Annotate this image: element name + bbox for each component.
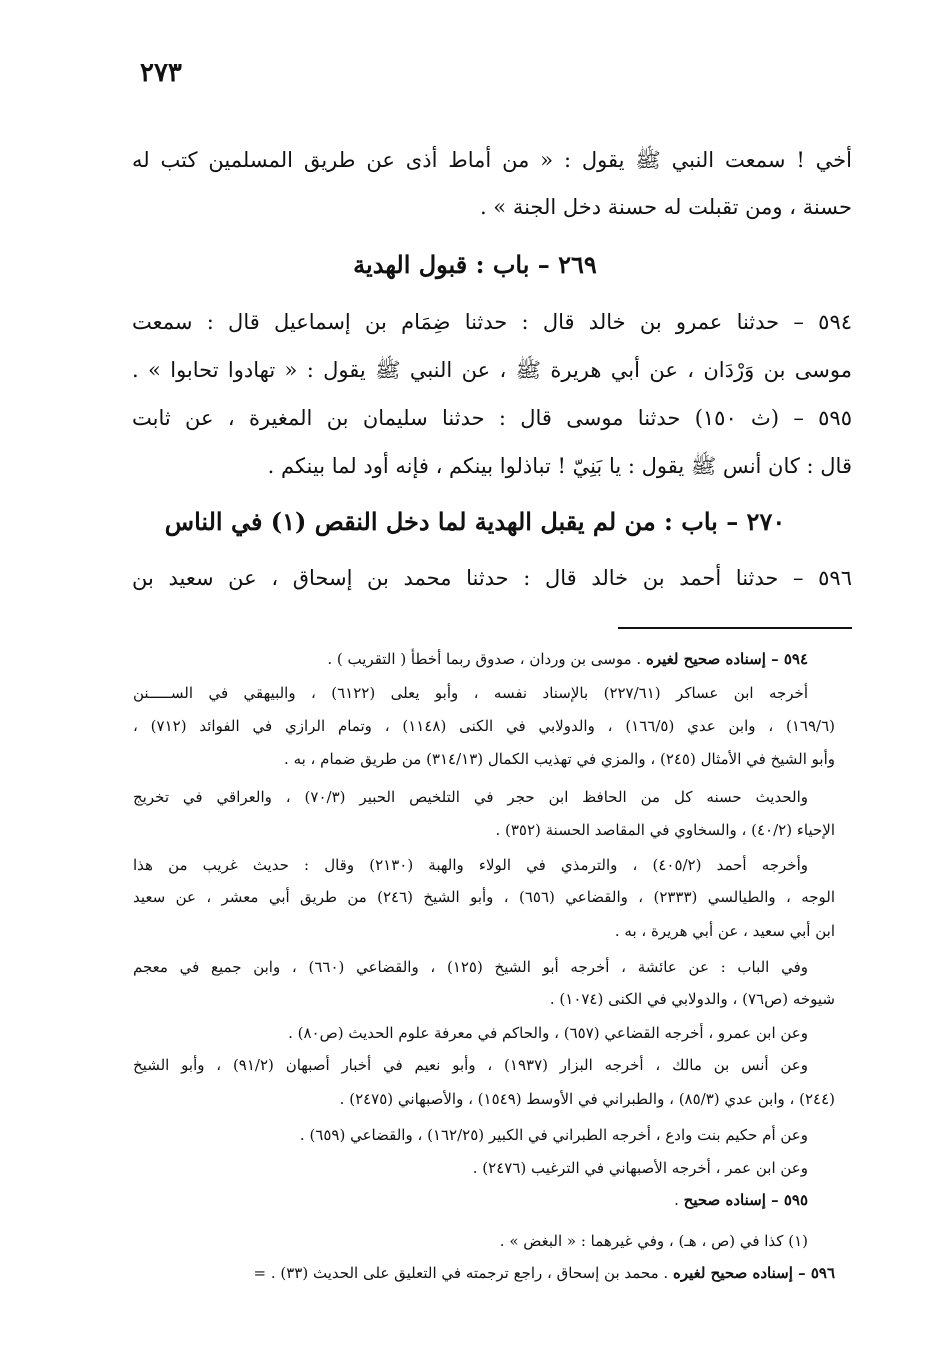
footnote-line: والحديث حسنه كل من الحافظ ابن حجر في التلخيص الحبير (٧٠/٣) ، والعراقي في تخريج	[133, 788, 808, 806]
footnote-label: ٥٩٥ – إسناده صحيح	[683, 1191, 808, 1209]
footnote-line: الوجه ، والطيالسي (٢٣٣٣) ، والقضاعي (٦٥٦) ، وأبو الشيخ (٢٤٦) من طريق أبي معشر ، عن سعيد	[133, 888, 835, 906]
footnote-line: وأخرجه أحمد (٤٠٥/٢) ، والترمذي في الولاء والهبة (٢١٣٠) وقال : حديث غريب من هذا	[133, 856, 808, 874]
footnote-line: شيوخه (ص٧٦) ، والدولابي في الكنى (١٠٧٤) .	[549, 990, 835, 1008]
footnote-line: وعن ابن عمرو ، أخرجه القضاعي (٦٥٧) ، والحاكم في معرفة علوم الحديث (ص٨٠) .	[288, 1024, 808, 1042]
footnote-line: (١٦٩/٦) ، وابن عدي (١٦٦/٥) ، والدولابي في الكنى (١١٤٨) ، وتمام الرازي في الفوائد (٧١٢) ،	[133, 717, 835, 735]
footnote-595-grade	[133, 1187, 808, 1213]
footnote-label: ٥٩٦ – إسناده صحيح لغيره	[672, 1264, 835, 1282]
footnote-line: أخرجه ابن عساكر (٢٢٧/٦١) بالإسناد نفسه ، وأبو يعلى (٦١٢٢) ، والبيهقي في السـ‍ـ‍ـ‍ـ‍ـنن	[133, 684, 808, 702]
hadith-594-line: موسى بن وَرْدَان ، عن أبي هريرة ﷺ ، عن النبي ﷺ يقول : « تهادوا تحابوا » .	[132, 358, 852, 382]
footnote-label: ٥٩٤ – إسناده صحيح لغيره	[645, 650, 808, 668]
hadith-595-line: ٥٩٥ – (ث ١٥٠) حدثنا موسى قال : حدثنا سليمان بن المغيرة ، عن ثابت	[132, 406, 852, 430]
page-number: ٢٧٣	[140, 58, 182, 88]
footnote-line: وعن ابن عمر ، أخرجه الأصبهاني في الترغيب (٢٤٧٦) .	[472, 1159, 808, 1177]
body-line: أخي ! سمعت النبي ﷺ يقول : « من أماط أذى عن طريق المسلمين كتب له	[132, 148, 852, 172]
footnote-text: . محمد بن إسحاق ، راجع ترجمته في التعليق على الحديث (٣٣) . =	[253, 1264, 673, 1282]
footnote-text: .	[674, 1191, 684, 1209]
footnote-note-1: (١) كذا في (ص ، هـ) ، وفي غيرهما : « البغض » .	[499, 1232, 808, 1250]
hadith-596-line: ٥٩٦ – حدثنا أحمد بن خالد قال : حدثنا محمد بن إسحاق ، عن سعيد بن	[132, 566, 852, 590]
footnote-line: وعن أنس بن مالك ، أخرجه البزار (١٩٣٧) ، وأبو نعيم في أخبار أصبهان (٩١/٢) ، وأبو الشيخ	[133, 1056, 808, 1074]
footnote-line: وعن أم حكيم بنت وادع ، أخرجه الطبراني في الكبير (١٦٢/٢٥) ، والقضاعي (٦٥٩) .	[299, 1126, 808, 1144]
footnote-596-grade	[133, 1260, 835, 1286]
footnote-line: ابن أبي سعيد ، عن أبي هريرة ، به .	[614, 922, 835, 940]
hadith-594-line: ٥٩٤ – حدثنا عمرو بن خالد قال : حدثنا ضِمَام بن إسماعيل قال : سمعت	[132, 310, 852, 334]
hadith-595-line: قال : كان أنس ﷺ يقول : يا بَنِيّ ! تباذلوا بينكم ، فإنه أود لما بينكم .	[267, 454, 852, 478]
footnote-line: وأبو الشيخ في الأمثال (٢٤٥) ، والمزي في تهذيب الكمال (٣١٤/١٣) من طريق ضمام ، به .	[284, 750, 835, 768]
footnote-text: . موسى بن وردان ، صدوق ربما أخطأ ( التقريب ) .	[327, 650, 646, 668]
chapter-heading-270: ٢٧٠ – باب : من لم يقبل الهدية لما دخل النقص (١) في الناس	[164, 507, 786, 536]
body-line: حسنة ، ومن تقبلت له حسنة دخل الجنة » .	[479, 195, 852, 219]
footnote-line: الإحياء (٤٠/٢) ، والسخاوي في المقاصد الحسنة (٣٥٢) .	[495, 821, 835, 839]
footnote-line: (٢٤٤) ، وابن عدي (٨٥/٣) ، والطبراني في الأوسط (١٥٤٩) ، والأصبهاني (٢٤٧٥) .	[339, 1090, 835, 1108]
chapter-heading-269: ٢٦٩ – باب : قبول الهدية	[353, 250, 597, 279]
footnote-divider	[618, 627, 852, 629]
footnote-594-grade	[133, 646, 808, 672]
footnote-line: وفي الباب : عن عائشة ، أخرجه أبو الشيخ (١٢٥) ، والقضاعي (٦٦٠) ، وابن جميع في معجم	[133, 958, 808, 976]
